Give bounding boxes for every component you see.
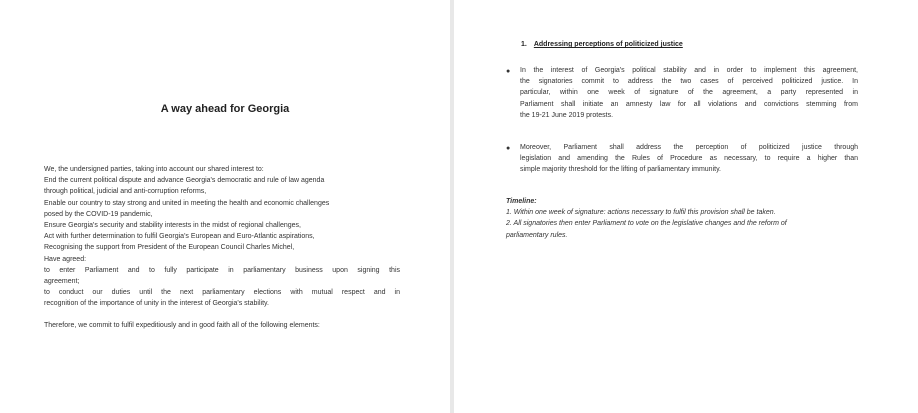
closing-statement: Therefore, we commit to fulfil expeditiously and in good faith all of the following elements:: [44, 321, 320, 329]
timeline-block: [506, 196, 858, 241]
timeline-heading: Timeline:: [506, 198, 537, 205]
preamble-line: to conduct our duties until the next parliamentary elections with mutual respect and in: [44, 289, 400, 297]
timeline-line: 1. Within one week of signature: actions necessary to fulfil this provision shall be taken.: [506, 209, 776, 217]
bullet-line: simple majority threshold for the lifting of parliamentary immunity.: [520, 166, 722, 174]
bullet-icon: ●: [506, 68, 511, 75]
preamble-line: Have agreed:: [44, 255, 87, 263]
preamble-line: posed by the COVID-19 pandemic,: [44, 210, 153, 218]
document-title: A way ahead for Georgia: [160, 103, 290, 115]
bullet-item: [506, 142, 858, 176]
preamble-line: We, the undersigned parties, taking into account our shared interest to:: [44, 166, 264, 173]
bullet-line: In the interest of Georgia's political stability and in order to implement this agreement,: [520, 67, 858, 74]
preamble-text: [44, 164, 400, 331]
preamble-line: Ensure Georgia's security and stability interests in the midst of regional challenges,: [44, 222, 301, 230]
preamble-line: Act with further determination to fulfil Georgia's European and Euro-Atlantic aspirations,: [44, 233, 315, 241]
bullet-line: Parliament shall initiate an amnesty law for all violations and convictions stemming from: [520, 100, 858, 108]
bullet-line: Moreover, Parliament shall address the perception of politicized justice through: [520, 144, 858, 151]
bullet-line: legislation and amending the Rules of Procedure as necessary, to require a higher than: [520, 155, 858, 163]
bullet-line: the signatories commit to address the two cases of perceived politicized justice. In: [520, 78, 858, 86]
bullet-line: the 19-21 June 2019 protests.: [520, 111, 614, 119]
section-heading: [521, 41, 683, 48]
preamble-line: to enter Parliament and to fully participate in parliamentary business upon signing this: [44, 266, 400, 274]
section-title: Addressing perceptions of politicized justice: [533, 41, 683, 48]
preamble-line: through political, judicial and anti-corruption reforms,: [44, 188, 207, 196]
timeline-line: 2. All signatories then enter Parliament to vote on the legislative changes and the reform of: [506, 220, 787, 228]
bullet-icon: ●: [506, 145, 511, 152]
preamble-line: End the current political dispute and advance Georgia's democratic and rule of law agenda: [44, 177, 325, 185]
section-number: 1.: [521, 41, 527, 48]
preamble-line: Recognising the support from President of the European Council Charles Michel,: [44, 244, 295, 252]
bullet-line: particular, within one week of signature of the agreement, a party represented in: [520, 89, 858, 97]
bullet-item: [506, 65, 858, 121]
preamble-line: Enable our country to stay strong and united in meeting the health and economic challenges: [44, 199, 330, 207]
preamble-line: recognition of the importance of unity in the interest of Georgia's stability.: [44, 300, 269, 308]
timeline-line: parliamentary rules.: [506, 231, 568, 239]
preamble-line: agreement;: [44, 278, 80, 286]
